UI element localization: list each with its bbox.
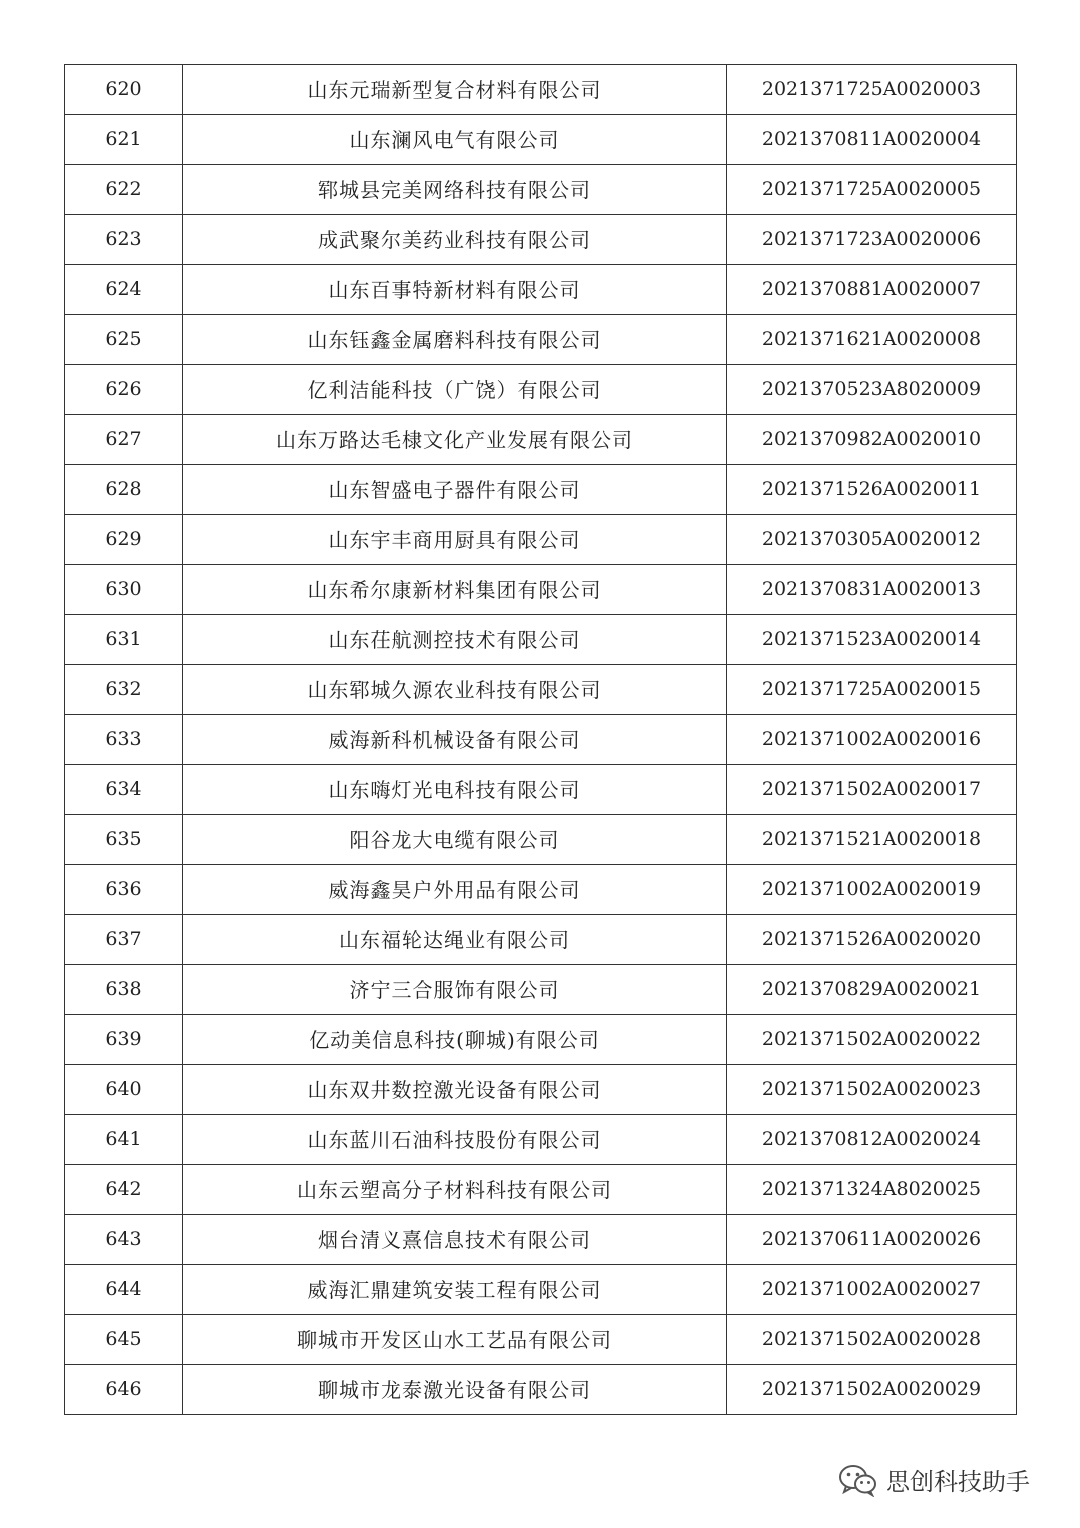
registration-code-cell: 2021371502A0020029 — [727, 1365, 1017, 1415]
registration-code-cell: 2021371324A8020025 — [727, 1165, 1017, 1215]
row-number-cell: 644 — [65, 1265, 183, 1315]
table-row — [65, 865, 1017, 915]
registration-code-cell: 2021371621A0020008 — [727, 315, 1017, 365]
watermark-text: 思创科技助手 — [886, 1468, 1030, 1496]
row-number-cell: 641 — [65, 1115, 183, 1165]
row-number-cell: 637 — [65, 915, 183, 965]
table-row — [65, 765, 1017, 815]
company-name-cell: 山东茌航测控技术有限公司 — [183, 615, 727, 665]
registration-code-cell: 2021370982A0020010 — [727, 415, 1017, 465]
registration-code-cell: 2021371502A0020022 — [727, 1015, 1017, 1065]
registration-code-cell: 2021371526A0020020 — [727, 915, 1017, 965]
table-row — [65, 1015, 1017, 1065]
company-name-cell: 山东宇丰商用厨具有限公司 — [183, 515, 727, 565]
registration-code-cell: 2021371502A0020023 — [727, 1065, 1017, 1115]
wechat-icon — [838, 1463, 878, 1497]
table-row — [65, 265, 1017, 315]
row-number-cell: 632 — [65, 665, 183, 715]
row-number-cell: 633 — [65, 715, 183, 765]
row-number-cell: 631 — [65, 615, 183, 665]
table-row — [65, 1065, 1017, 1115]
company-name-cell: 阳谷龙大电缆有限公司 — [183, 815, 727, 865]
company-name-cell: 山东蓝川石油科技股份有限公司 — [183, 1115, 727, 1165]
registration-code-cell: 2021371725A0020015 — [727, 665, 1017, 715]
row-number-cell: 625 — [65, 315, 183, 365]
registration-code-cell: 2021371502A0020017 — [727, 765, 1017, 815]
registration-code-cell: 2021370611A0020026 — [727, 1215, 1017, 1265]
table-body — [65, 65, 1017, 1415]
company-name-cell: 山东万路达毛棣文化产业发展有限公司 — [183, 415, 727, 465]
company-name-cell: 威海汇鼎建筑安装工程有限公司 — [183, 1265, 727, 1315]
table-row — [65, 615, 1017, 665]
registration-code-cell: 2021370523A8020009 — [727, 365, 1017, 415]
row-number-cell: 622 — [65, 165, 183, 215]
company-name-cell: 山东元瑞新型复合材料有限公司 — [183, 65, 727, 115]
table-row — [65, 1315, 1017, 1365]
registration-code-cell: 2021370831A0020013 — [727, 565, 1017, 615]
company-name-cell: 成武聚尔美药业科技有限公司 — [183, 215, 727, 265]
row-number-cell: 642 — [65, 1165, 183, 1215]
registration-code-cell: 2021370811A0020004 — [727, 115, 1017, 165]
company-list-table — [64, 64, 1017, 1415]
company-name-cell: 山东百事特新材料有限公司 — [183, 265, 727, 315]
company-name-cell: 山东云塑高分子材料科技有限公司 — [183, 1165, 727, 1215]
row-number-cell: 626 — [65, 365, 183, 415]
row-number-cell: 636 — [65, 865, 183, 915]
row-number-cell: 634 — [65, 765, 183, 815]
table-row — [65, 65, 1017, 115]
company-name-cell: 济宁三合服饰有限公司 — [183, 965, 727, 1015]
registration-code-cell: 2021371521A0020018 — [727, 815, 1017, 865]
table-row — [65, 165, 1017, 215]
registration-code-cell: 2021370812A0020024 — [727, 1115, 1017, 1165]
row-number-cell: 643 — [65, 1215, 183, 1265]
registration-code-cell: 2021371526A0020011 — [727, 465, 1017, 515]
row-number-cell: 638 — [65, 965, 183, 1015]
row-number-cell: 646 — [65, 1365, 183, 1415]
company-name-cell: 威海鑫昊户外用品有限公司 — [183, 865, 727, 915]
table-row — [65, 465, 1017, 515]
table-row — [65, 1215, 1017, 1265]
registration-code-cell: 2021371002A0020019 — [727, 865, 1017, 915]
table-row — [65, 965, 1017, 1015]
row-number-cell: 623 — [65, 215, 183, 265]
company-name-cell: 山东双井数控激光设备有限公司 — [183, 1065, 727, 1115]
registration-code-cell: 2021371725A0020003 — [727, 65, 1017, 115]
row-number-cell: 630 — [65, 565, 183, 615]
table-row — [65, 215, 1017, 265]
company-name-cell: 聊城市开发区山水工艺品有限公司 — [183, 1315, 727, 1365]
company-name-cell: 山东郓城久源农业科技有限公司 — [183, 665, 727, 715]
company-name-cell: 烟台清义熹信息技术有限公司 — [183, 1215, 727, 1265]
registration-code-cell: 2021371723A0020006 — [727, 215, 1017, 265]
table-row — [65, 1165, 1017, 1215]
row-number-cell: 639 — [65, 1015, 183, 1065]
table-row — [65, 815, 1017, 865]
company-name-cell: 山东钰鑫金属磨料科技有限公司 — [183, 315, 727, 365]
row-number-cell: 620 — [65, 65, 183, 115]
table-row — [65, 565, 1017, 615]
table-row — [65, 515, 1017, 565]
table-row — [65, 415, 1017, 465]
registration-code-cell: 2021370305A0020012 — [727, 515, 1017, 565]
company-name-cell: 郓城县完美网络科技有限公司 — [183, 165, 727, 215]
row-number-cell: 640 — [65, 1065, 183, 1115]
table-row — [65, 715, 1017, 765]
company-name-cell: 山东智盛电子器件有限公司 — [183, 465, 727, 515]
company-name-cell: 山东希尔康新材料集团有限公司 — [183, 565, 727, 615]
registration-code-cell: 2021371002A0020016 — [727, 715, 1017, 765]
company-name-cell: 威海新科机械设备有限公司 — [183, 715, 727, 765]
company-name-cell: 亿动美信息科技(聊城)有限公司 — [183, 1015, 727, 1065]
registration-code-cell: 2021371502A0020028 — [727, 1315, 1017, 1365]
table-row — [65, 665, 1017, 715]
row-number-cell: 629 — [65, 515, 183, 565]
company-name-cell: 亿利洁能科技（广饶）有限公司 — [183, 365, 727, 415]
company-name-cell: 山东嗨灯光电科技有限公司 — [183, 765, 727, 815]
company-name-cell: 聊城市龙泰激光设备有限公司 — [183, 1365, 727, 1415]
registration-code-cell: 2021370881A0020007 — [727, 265, 1017, 315]
table-row — [65, 915, 1017, 965]
row-number-cell: 624 — [65, 265, 183, 315]
table-row — [65, 1365, 1017, 1415]
registration-code-cell: 2021371002A0020027 — [727, 1265, 1017, 1315]
table-row — [65, 315, 1017, 365]
row-number-cell: 645 — [65, 1315, 183, 1365]
row-number-cell: 635 — [65, 815, 183, 865]
row-number-cell: 628 — [65, 465, 183, 515]
registration-code-cell: 2021371725A0020005 — [727, 165, 1017, 215]
registration-code-cell: 2021370829A0020021 — [727, 965, 1017, 1015]
company-name-cell: 山东澜风电气有限公司 — [183, 115, 727, 165]
table-row — [65, 115, 1017, 165]
table-row — [65, 1265, 1017, 1315]
company-name-cell: 山东福轮达绳业有限公司 — [183, 915, 727, 965]
registration-code-cell: 2021371523A0020014 — [727, 615, 1017, 665]
table-row — [65, 1115, 1017, 1165]
row-number-cell: 627 — [65, 415, 183, 465]
row-number-cell: 621 — [65, 115, 183, 165]
table-row — [65, 365, 1017, 415]
watermark — [838, 1462, 1030, 1497]
